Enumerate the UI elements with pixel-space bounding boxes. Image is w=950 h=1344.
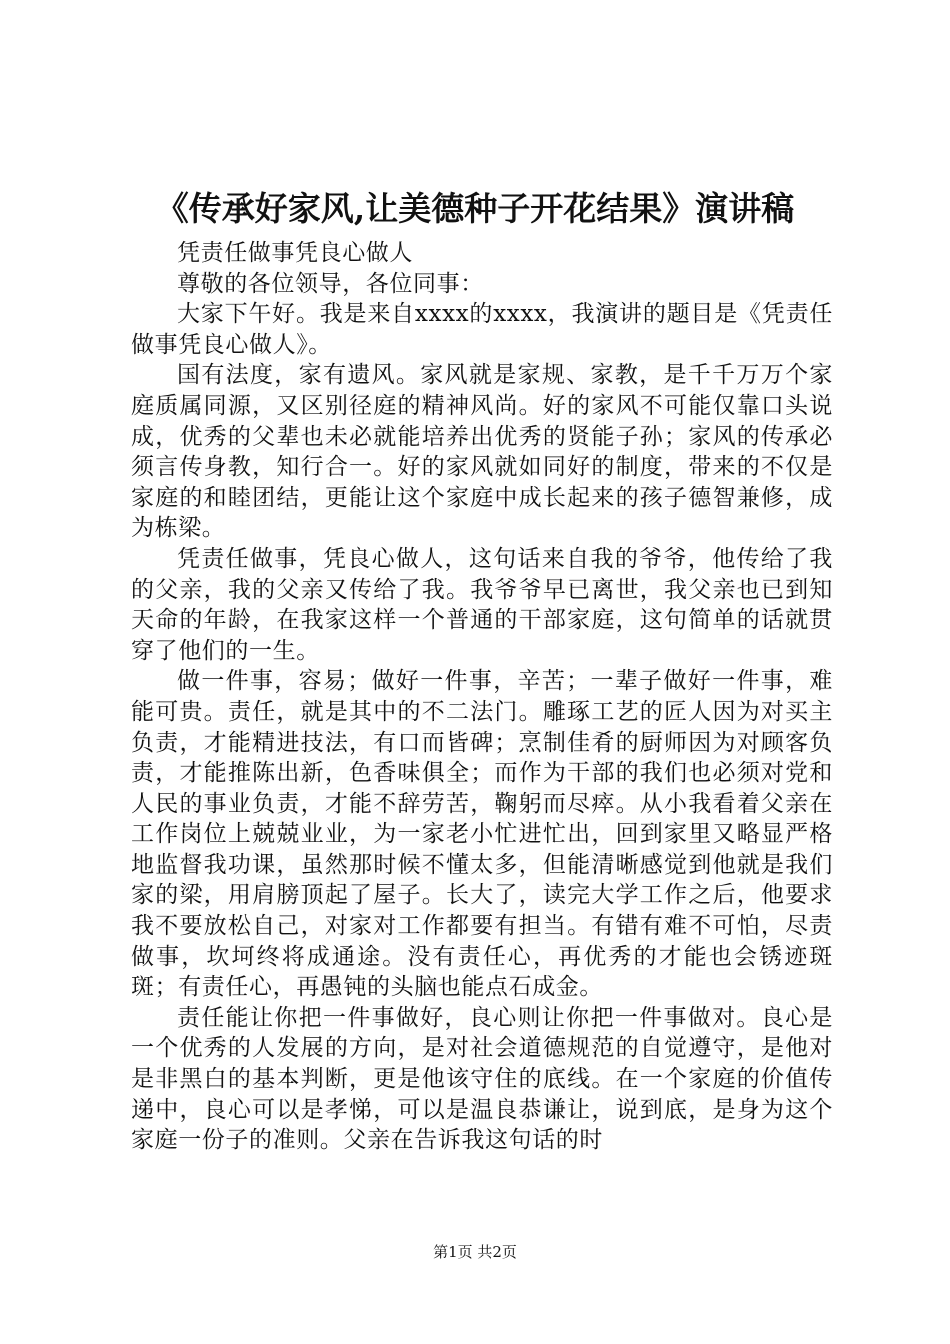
paragraph-subtitle: 凭责任做事凭良心做人 <box>177 240 413 266</box>
paragraph-grandfather: 凭责任做事，凭良心做人，这句话来自我的爷爷，他传给了我的父亲，我的父亲又传给了我。我爷爷早已离世，我父亲也已到知天命的年龄，在我家这样一个普通的干部家庭，这句简单的话就贯穿了他们的一生。 <box>131 545 833 664</box>
document-title: 《传承好家风,让美德种子开花结果》演讲稿 <box>155 189 795 228</box>
paragraph-conscience: 责任能让你把一件事做好，良心则让你把一件事做对。良心是一个优秀的人发展的方向，是对社会道德规范的自觉遵守，是他对是非黑白的基本判断，更是他该守住的底线。在一个家庭的价值传递中，良心可以是孝悌，可以是温良恭谦让，说到底，是身为这个家庭一份子的准则。父亲在告诉我这句话的时 <box>131 1004 833 1154</box>
paragraph-responsibility: 做一件事，容易；做好一件事，辛苦；一辈子做好一件事，难能可贵。责任，就是其中的不二法门。雕琢工艺的匠人因为对买主负责，才能精进技法，有口而皆碑；烹制佳肴的厨师因为对顾客负责，才能推陈出新，色香味俱全；而作为干部的我们也必须对党和人民的事业负责，才能不辞劳苦，鞠躬而尽瘁。从小我看着父亲在工作岗位上兢兢业业，为一家老小忙进忙出，回到家里又略显严格地监督我功课，虽然那时候不懂太多，但能清晰感觉到他就是我们家的梁，用肩膀顶起了屋子。长大了，读完大学工作之后，他要求我不要放松自己，对家对工作都要有担当。有错有难不可怕，尽责做事，坎坷终将成通途。没有责任心，再优秀的才能也会锈迹斑斑；有责任心，再愚钝的头脑也能点石成金。 <box>131 668 833 1001</box>
page-footer: 第1页 共2页 <box>433 1243 517 1261</box>
paragraph-intro: 大家下午好。我是来自xxxx的xxxx，我演讲的题目是《凭责任做事凭良心做人》。 <box>131 301 833 358</box>
paragraph-greeting: 尊敬的各位领导，各位同事： <box>177 270 484 297</box>
paragraph-family-tradition: 国有法度，家有遗风。家风就是家规、家教，是千千万万个家庭质属同源，又区别径庭的精神风尚。好的家风不可能仅靠口头说成，优秀的父辈也未必就能培养出优秀的贤能子孙；家风的传承必须言传身教，知行合一。好的家风就如同好的制度，带来的不仅是家庭的和睦团结，更能让这个家庭中成长起来的孩子德智兼修，成为栋梁。 <box>131 362 833 542</box>
document-body <box>131 238 833 1156</box>
